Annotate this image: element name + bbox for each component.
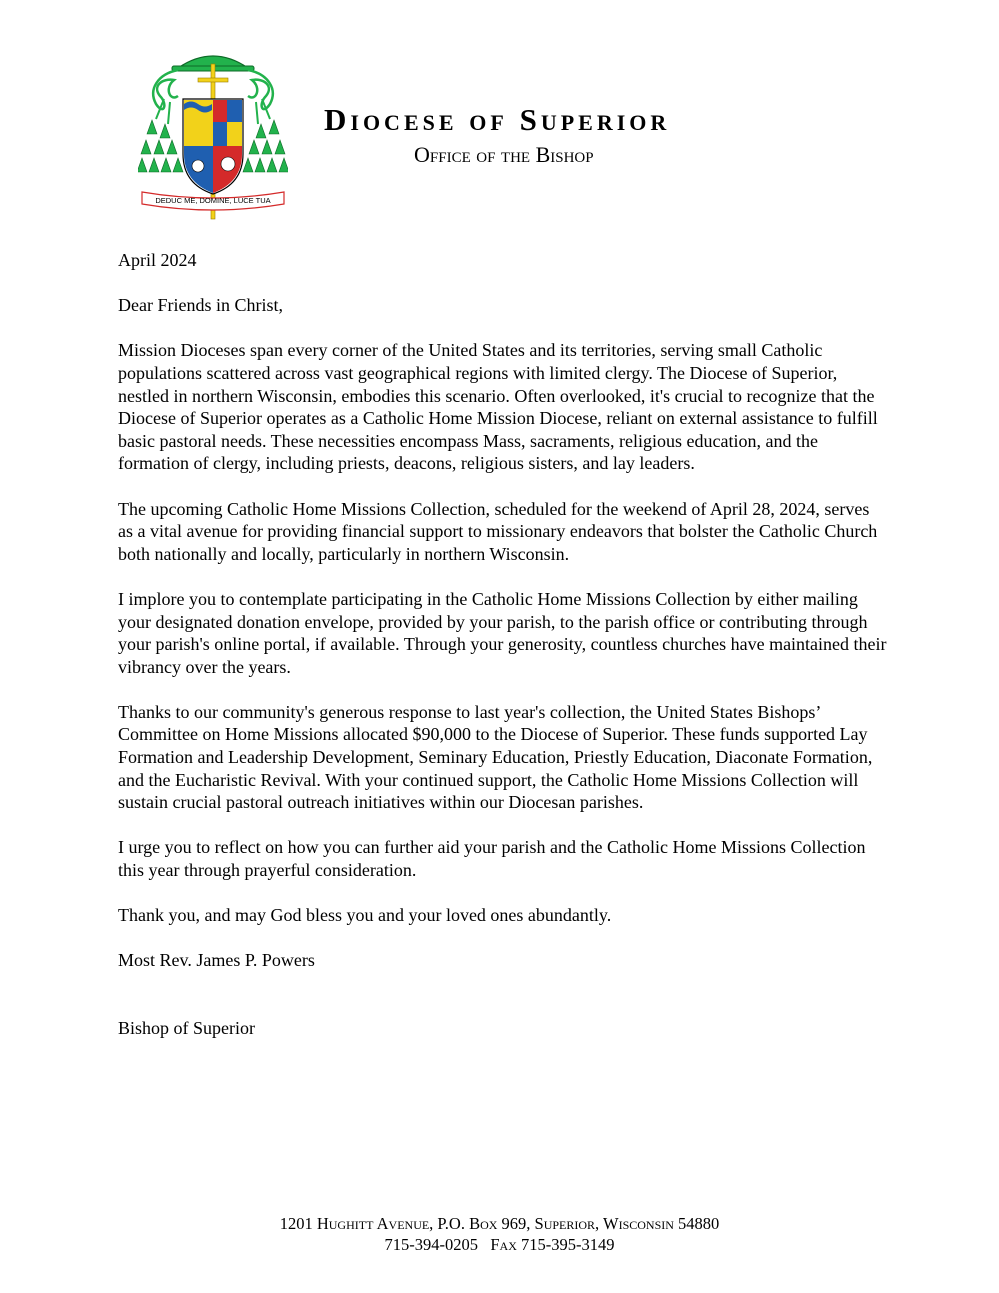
footer-address: 1201 Hughitt Avenue, P.O. Box 969, Superior, Wisconsin 54880	[279, 1214, 720, 1233]
footer-phone: 715-394-0205	[384, 1235, 478, 1254]
footer	[0, 1213, 999, 1255]
closing: Thank you, and may God bless you and your loved ones abundantly.	[118, 905, 612, 926]
paragraph: Thanks to our community's generous response to last year's collection, the United States Bishops’ Committee on Home Missions allocated $90,000 to the Diocese of Superior. These funds supported Lay Formation and Leadership Development, Seminary Education, Priestly Education, Diaconate Formation, and the Eucharistic Revival. With your continued support, the Catholic Home Missions Collection will sustain crucial pastoral outreach initiatives within our Diocesan parishes.	[118, 701, 873, 813]
paragraph: Mission Dioceses span every corner of the United States and its territories, serving small Catholic populations scattered across vast geographical regions with limited clergy. The Diocese of Superior, nestled in northern Wisconsin, embodies this scenario. Often overlooked, it's crucial to recognize that the Diocese of Superior operates as a Catholic Home Mission Diocese, reliant on external assistance to fulfill basic pastoral needs. These necessities encompass Mass, sacraments, religious education, and the formation of clergy, including priests, deacons, religious sisters, and lay leaders.	[118, 340, 878, 474]
diocese-title: Diocese of Superior	[324, 102, 671, 137]
coat-of-arms-logo	[138, 44, 288, 222]
footer-fax: Fax 715-395-3149	[490, 1235, 615, 1254]
signature-name: Most Rev. James P. Powers	[118, 950, 315, 971]
office-title: Office of the Bishop	[414, 142, 594, 167]
salutation: Dear Friends in Christ,	[118, 295, 283, 316]
paragraph: I implore you to contemplate participating in the Catholic Home Missions Collection by either mailing your designated donation envelope, provided by your parish, to the parish office or contributing through your parish's online portal, if available. Through your generosity, countless churches have maintained their vibrancy over the years.	[118, 588, 887, 677]
letter-date: April 2024	[118, 250, 197, 270]
svg-text:DEDUC ME, DOMINE, LUCE TUA: DEDUC ME, DOMINE, LUCE TUA	[155, 196, 271, 205]
paragraph: I urge you to reflect on how you can further aid your parish and the Catholic Home Missions Collection this year through prayerful consideration.	[118, 837, 866, 881]
letter-body	[118, 249, 888, 1062]
paragraph: The upcoming Catholic Home Missions Collection, scheduled for the weekend of April 28, 2024, serves as a vital avenue for providing financial support to missionary endeavors that bolster the Catholic Church both nationally and locally, particularly in northern Wisconsin.	[118, 498, 878, 564]
signature-title: Bishop of Superior	[118, 1018, 255, 1038]
letterhead	[324, 100, 884, 170]
footer-contact	[0, 1234, 999, 1255]
